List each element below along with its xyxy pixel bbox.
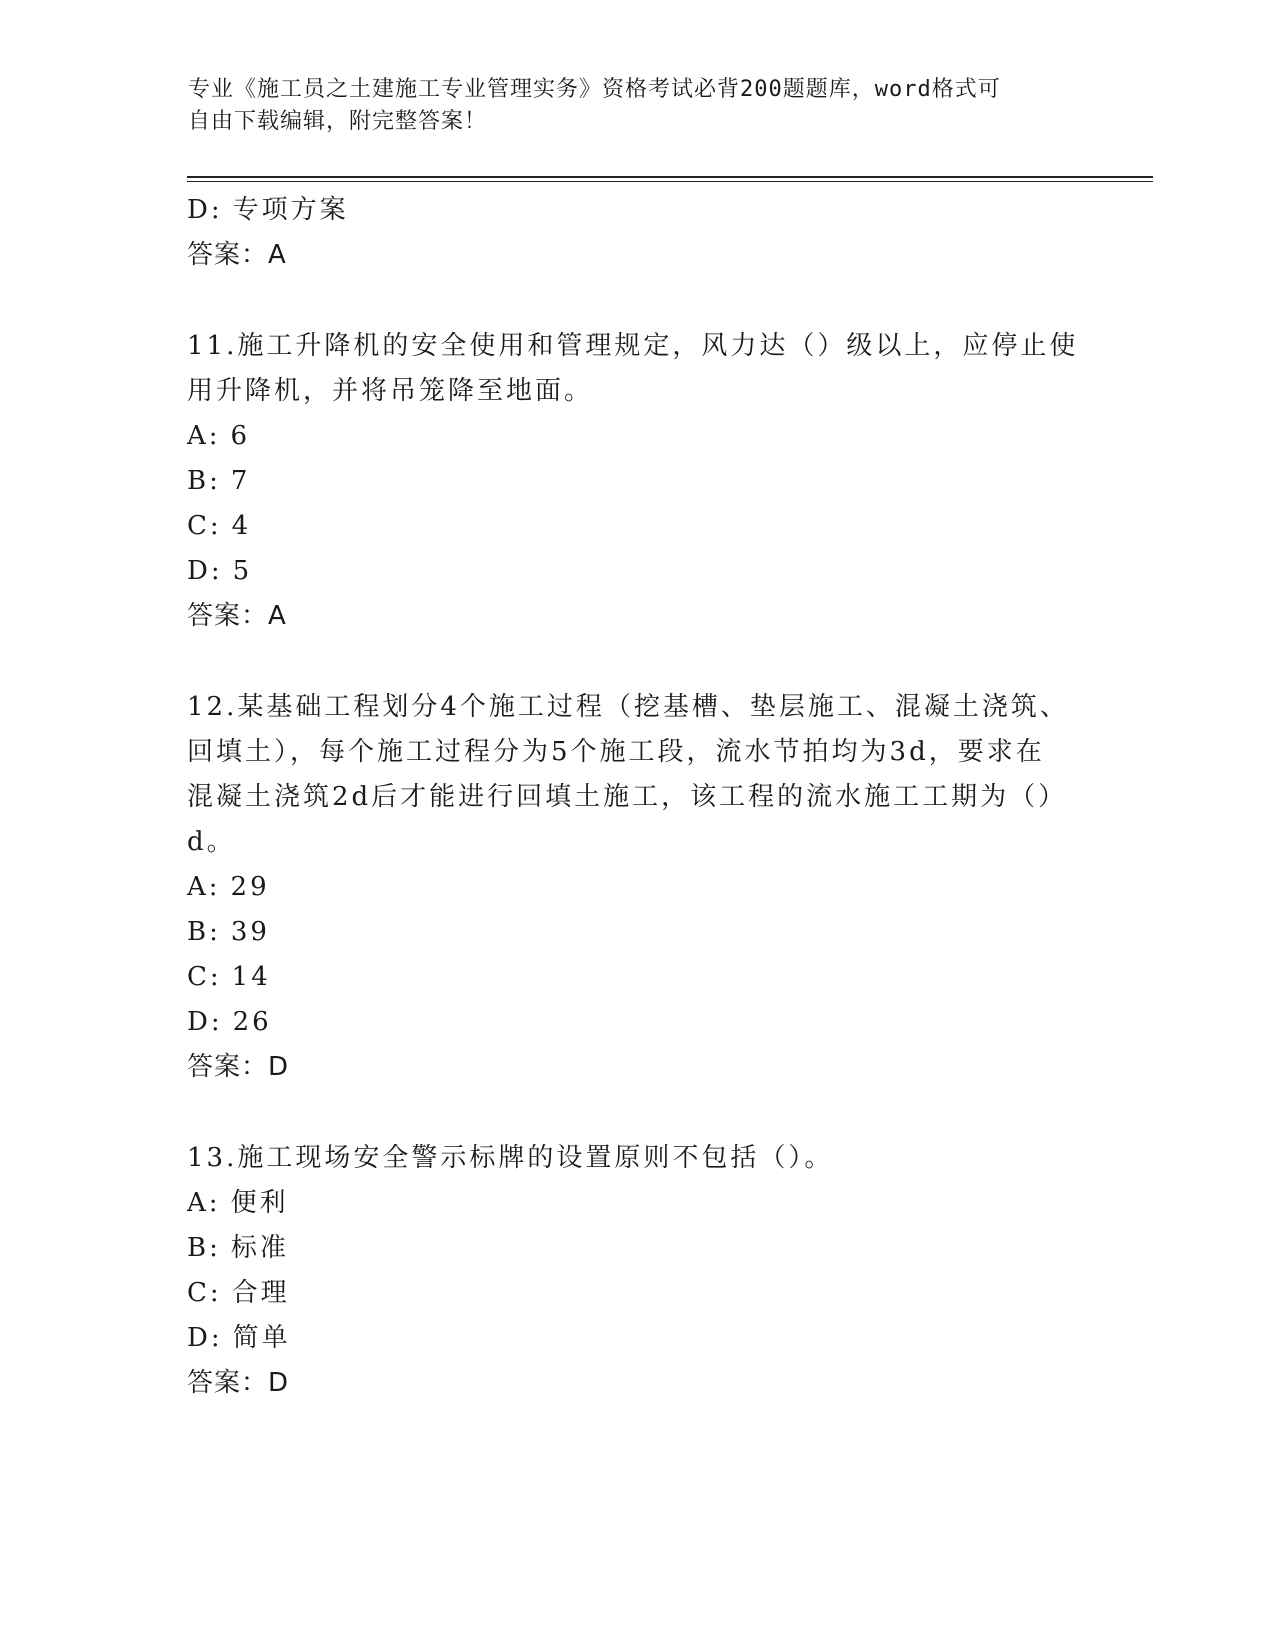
question-stem-line: 12.某基础工程划分4个施工过程（挖基槽、垫层施工、混凝土浇筑、 bbox=[187, 692, 1069, 722]
question-stem-line: 用升降机，并将吊笼降至地面。 bbox=[187, 376, 594, 406]
option-separator: : bbox=[208, 872, 221, 902]
option-text: 4 bbox=[231, 511, 252, 541]
option-separator: : bbox=[210, 1323, 223, 1353]
option-letter: B bbox=[187, 917, 210, 947]
option-c bbox=[187, 1271, 1087, 1316]
header-divider-thin bbox=[187, 181, 1153, 182]
option-text: 26 bbox=[232, 1007, 272, 1037]
option-separator: : bbox=[208, 421, 221, 451]
option-letter: D bbox=[187, 556, 211, 586]
option-d bbox=[187, 188, 1087, 233]
question-stem-line: 混凝土浇筑2d后才能进行回填土施工，该工程的流水施工工期为（） bbox=[187, 782, 1068, 812]
option-separator: : bbox=[209, 1233, 221, 1263]
option-letter: A bbox=[187, 872, 209, 902]
question-11 bbox=[187, 324, 1087, 639]
option-c bbox=[187, 955, 1087, 1000]
option-separator: : bbox=[210, 556, 223, 586]
option-d bbox=[187, 1316, 1087, 1361]
option-b bbox=[187, 910, 1087, 955]
option-separator: : bbox=[210, 1007, 223, 1037]
option-b bbox=[187, 1226, 1087, 1271]
option-text: 39 bbox=[230, 917, 270, 947]
header-divider-thick bbox=[187, 176, 1153, 178]
header-line-2: 自由下载编辑，附完整答案！ bbox=[188, 109, 488, 134]
question-list bbox=[187, 188, 1087, 1406]
option-letter: D bbox=[187, 1323, 211, 1353]
option-d bbox=[187, 549, 1087, 594]
option-a bbox=[187, 865, 1087, 910]
option-letter: D bbox=[187, 195, 211, 225]
option-letter: B bbox=[187, 466, 210, 496]
option-separator: : bbox=[209, 511, 222, 541]
option-letter: D bbox=[187, 1007, 211, 1037]
option-c bbox=[187, 504, 1087, 549]
question-stem-line: 11.施工升降机的安全使用和管理规定，风力达（）级以上，应停止使 bbox=[187, 331, 1079, 361]
question-12 bbox=[187, 685, 1087, 1090]
option-text: 6 bbox=[230, 421, 251, 451]
answer-line: 答案：A bbox=[187, 240, 287, 270]
question-13 bbox=[187, 1136, 1087, 1406]
question-stem-line: 回填土），每个施工过程分为5个施工段，流水节拍均为3d，要求在 bbox=[187, 737, 1045, 767]
option-letter: C bbox=[187, 511, 210, 541]
option-text: 简单 bbox=[232, 1323, 291, 1353]
option-letter: B bbox=[187, 1233, 210, 1263]
option-b bbox=[187, 459, 1087, 504]
option-separator: : bbox=[209, 917, 221, 947]
option-separator: : bbox=[208, 1188, 221, 1218]
option-separator: : bbox=[209, 1278, 222, 1308]
answer-line: 答案：D bbox=[187, 1052, 290, 1082]
document-header bbox=[188, 74, 1078, 138]
option-a bbox=[187, 414, 1087, 459]
option-text: 29 bbox=[230, 872, 270, 902]
option-separator: : bbox=[209, 962, 222, 992]
option-text: 专项方案 bbox=[232, 195, 349, 225]
answer-line: 答案：A bbox=[187, 601, 287, 631]
option-letter: A bbox=[187, 421, 209, 451]
option-separator: : bbox=[210, 195, 223, 225]
option-text: 7 bbox=[230, 466, 251, 496]
question-stem-line: d。 bbox=[187, 827, 236, 857]
option-text: 5 bbox=[232, 556, 253, 586]
option-letter: C bbox=[187, 1278, 210, 1308]
option-separator: : bbox=[209, 466, 221, 496]
option-text: 14 bbox=[231, 962, 271, 992]
option-letter: C bbox=[187, 962, 210, 992]
header-line-1: 专业《施工员之土建施工专业管理实务》资格考试必背200题题库，word格式可 bbox=[188, 77, 1001, 102]
option-text: 便利 bbox=[230, 1188, 289, 1218]
option-letter: A bbox=[187, 1188, 209, 1218]
option-d bbox=[187, 1000, 1087, 1045]
option-a bbox=[187, 1181, 1087, 1226]
question-stem-line: 13.施工现场安全警示标牌的设置原则不包括（）。 bbox=[187, 1143, 834, 1173]
answer-line: 答案：D bbox=[187, 1368, 290, 1398]
option-text: 标准 bbox=[230, 1233, 289, 1263]
option-text: 合理 bbox=[231, 1278, 290, 1308]
